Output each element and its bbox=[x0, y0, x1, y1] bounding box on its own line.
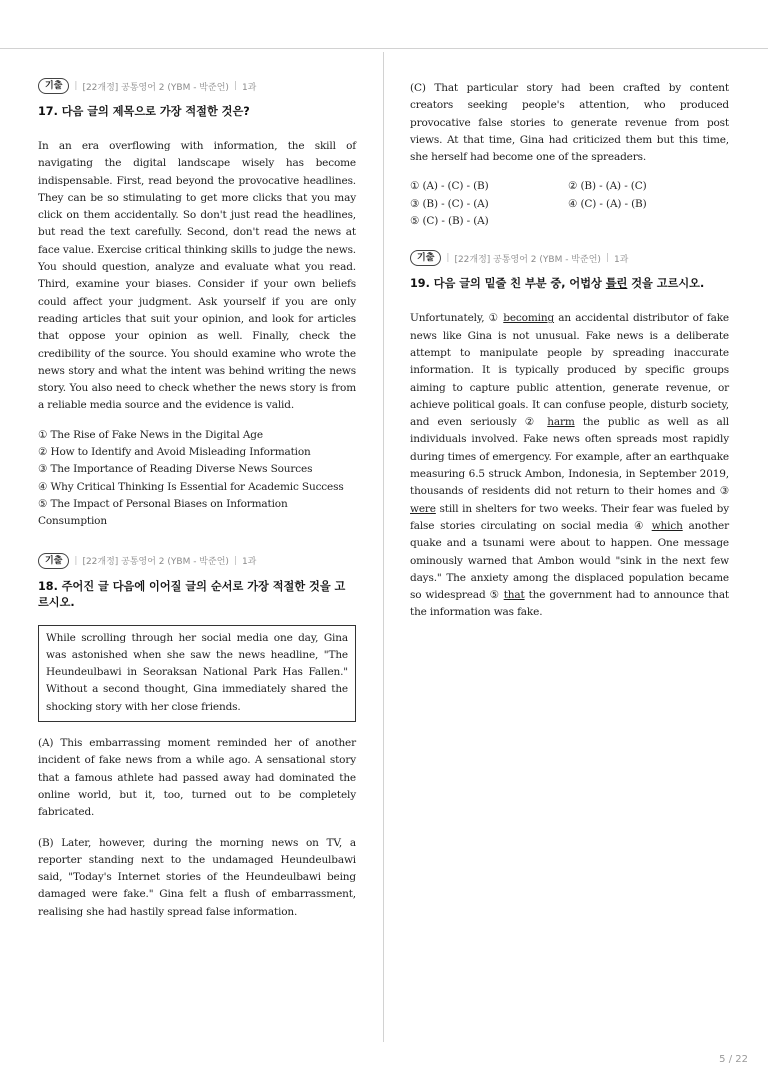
option-3: ③ The Importance of Reading Diverse News Sources bbox=[38, 463, 313, 476]
question-18-badge: 기출 bbox=[38, 553, 69, 569]
question-18-given-passage: While scrolling through her social media one day, Gina was astonished when she saw the news headline, "The Heundeulbawi in Seoraksan National Park Has Fallen." Without a second thought, Gina immediately shared the shocking story with her close friends. bbox=[38, 625, 356, 722]
passage-text: Unfortunately, ① bbox=[410, 312, 504, 325]
question-19-tagline bbox=[410, 250, 729, 266]
passage-text: another quake and a tsunami were about to happen. One message ominously warned that Ambon would "sink in the next few days." The anxiety among the displaced population became so widespread ⑤ bbox=[410, 519, 729, 602]
option-2: ② (B) - (A) - (C) bbox=[568, 180, 647, 193]
passage-text: the public as well as all individuals involved. Fake news often spreads most rapidly during times of emergency. For example, after an earthquake measuring 6.5 struck Ambon, Indonesia, in September 2019, thousands of residents did not return to their homes and ③ bbox=[410, 416, 729, 498]
option-5: ⑤ The Impact of Personal Biases on Information Consumption bbox=[38, 497, 288, 528]
question-18-paragraph-b: (B) Later, however, during the morning news on TV, a reporter standing next to the undamaged Heundeulbawi said, "Today's Internet stories of the Heundeulbawi being damaged were fake." Gina felt a flush of embarrassment, realising she had hastily spread false information. bbox=[38, 836, 356, 918]
header-rule bbox=[0, 48, 768, 49]
passage-text: still in shelters for two weeks. Their fear was fueled by false stories circulating on social media ④ bbox=[410, 502, 729, 532]
question-17-lesson: 1과 bbox=[241, 82, 257, 93]
question-17-passage: In an era overflowing with information, the skill of navigating the digital landscape wisely has become indispensable. First, read beyond the provocative headlines. They can be so stimulating to get more clicks that you may click on them accidentally. So don't just read the headlines, but read the text carefully. Second, don't read the news at face value. Exercise critical thinking skills to judge the news. You should question, analyze and evaluate what you read. Third, examine your biases. Consider if your own beliefs could affect your judgment. Ask yourself if you are only reading articles that suit your opinion, and look for articles that oppose your opinion as well. Finally, check the credibility of the source. You should examine who wrote the news story and what the intent was behind writing the news story. You also need to check whether the news story is from a reliable media source and the evidence is valid. bbox=[38, 140, 356, 412]
question-19-lesson: 1과 bbox=[613, 254, 629, 265]
option-1: ① The Rise of Fake News in the Digital Age bbox=[38, 428, 263, 441]
underlined-choice-5: that bbox=[503, 589, 525, 602]
tagline-separator: | bbox=[233, 81, 237, 91]
question-18-paragraph-a: (A) This embarrassing moment reminded her of another incident of fake news from a while ago. A sensational story that a famous athlete had passed away had dominated the online world, but it, too, turned out to be completely fabricated. bbox=[38, 737, 356, 819]
passage-text: the government had to announce that the information was fake. bbox=[410, 589, 729, 619]
question-19-badge: 기출 bbox=[410, 250, 441, 266]
question-19-passage bbox=[410, 310, 729, 621]
question-19 bbox=[410, 250, 729, 621]
option-3: ③ (B) - (C) - (A) bbox=[410, 197, 489, 210]
question-18-paragraph-c: (C) That particular story had been crafted by content creators seeking people's attention, who produced provocative false stories to generate revenue from post views. At that time, Gina had criticized them but this time, she herself had become one of the spreaders. bbox=[410, 82, 729, 164]
underlined-choice-4: which bbox=[651, 519, 683, 532]
page-number: 5 / 22 bbox=[719, 1054, 748, 1065]
question-18-options bbox=[410, 178, 729, 230]
question-19-title bbox=[410, 276, 729, 292]
title-text: 19. 다음 글의 밑줄 친 부분 중, 어법상 bbox=[410, 277, 606, 291]
left-column bbox=[38, 78, 356, 921]
column-divider bbox=[383, 52, 384, 1042]
right-column bbox=[410, 80, 729, 622]
question-18 bbox=[38, 553, 356, 921]
option-4: ④ Why Critical Thinking Is Essential for Academic Success bbox=[38, 480, 344, 493]
question-17-options bbox=[38, 427, 356, 531]
option-5: ⑤ (C) - (B) - (A) bbox=[410, 215, 489, 228]
question-17-badge: 기출 bbox=[38, 78, 69, 94]
underlined-choice-1: becoming bbox=[503, 312, 555, 325]
question-19-source: [22개정] 공통영어 2 (YBM - 박준언) bbox=[454, 254, 601, 265]
title-text: 것을 고르시오. bbox=[627, 277, 705, 291]
option-1: ① (A) - (C) - (B) bbox=[410, 180, 489, 193]
option-2: ② How to Identify and Avoid Misleading Information bbox=[38, 446, 311, 459]
underlined-choice-3: were bbox=[410, 502, 436, 515]
question-17-source: [22개정] 공통영어 2 (YBM - 박준언) bbox=[82, 82, 229, 93]
option-4: ④ (C) - (A) - (B) bbox=[568, 197, 647, 210]
title-underlined-word: 틀린 bbox=[605, 277, 628, 291]
tagline-separator: | bbox=[446, 253, 450, 264]
question-18-tagline bbox=[38, 553, 356, 569]
question-18-source: [22개정] 공통영어 2 (YBM - 박준언) bbox=[82, 557, 229, 568]
underlined-choice-2: harm bbox=[547, 416, 575, 429]
question-18-title: 18. 주어진 글 다음에 이어질 글의 순서로 가장 적절한 것을 고르시오. bbox=[38, 579, 346, 609]
tagline-separator: | bbox=[74, 81, 78, 91]
tagline-separator: | bbox=[233, 555, 237, 566]
tagline-separator: | bbox=[605, 253, 609, 264]
passage-text: an accidental distributor of fake news like Gina is not unusual. Fake news is a deliberate attempt to manipulate people by spreading inaccurate information. It is typically produced by specific groups aiming to capture public attention, generate revenue, or achieve political goals. It can confuse people, disturb society, and even seriously ② bbox=[410, 312, 729, 429]
question-17 bbox=[38, 78, 356, 531]
question-17-tagline bbox=[38, 78, 356, 94]
question-17-title: 17. 다음 글의 제목으로 가장 적절한 것은? bbox=[38, 105, 250, 118]
tagline-separator: | bbox=[74, 555, 78, 566]
question-18-lesson: 1과 bbox=[241, 557, 257, 568]
